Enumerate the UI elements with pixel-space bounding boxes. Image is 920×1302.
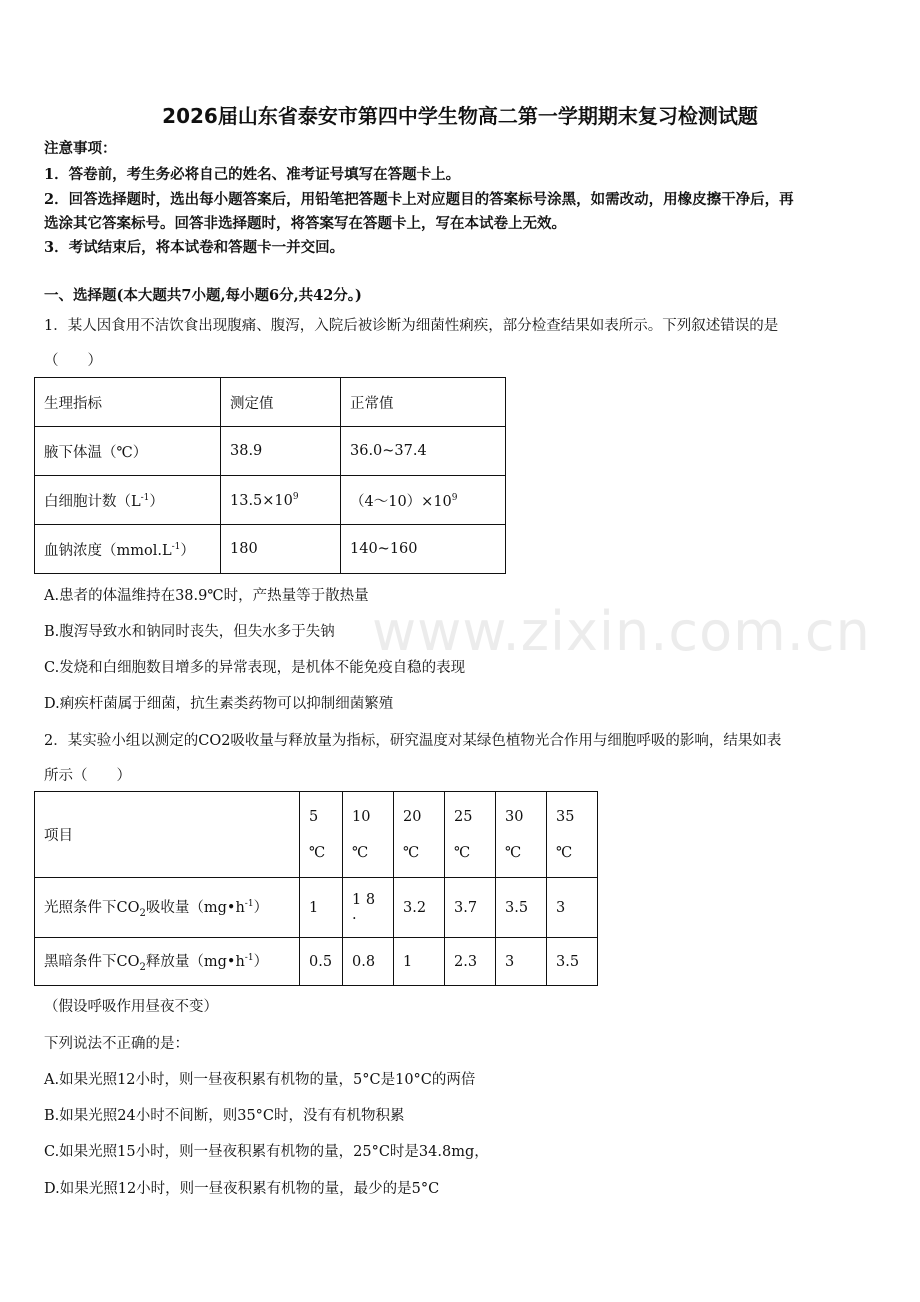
q2-header-temp: 10 ℃ — [343, 792, 394, 878]
q2-header-temp: 20 ℃ — [394, 792, 445, 878]
table-row — [35, 878, 598, 938]
q1-cell-measured: $13.5\times 10^9$ — [221, 476, 341, 525]
q1-header-indicator: 生理指标 — [35, 378, 221, 427]
q2-cell: 1 8 . — [343, 878, 394, 938]
q1-header-measured: 测定值 — [221, 378, 341, 427]
q1-cell-measured: 180 — [221, 525, 341, 574]
q1-option-b: B.腹泻导致水和钠同时丧失，但失水多于失钠 — [44, 624, 335, 640]
notice-heading: 注意事项： — [44, 140, 117, 157]
q2-header-temp: 35 ℃ — [547, 792, 598, 878]
q1-stem-blank: （ ） — [44, 353, 102, 369]
notice-item-2-cont: 选涂其它答案标号。回答非选择题时，将答案写在答题卡上，写在本试卷上无效。 — [44, 215, 566, 232]
q1-cell-normal: $(4\sim 10)\times 10^9$ — [341, 476, 506, 525]
q2-cell: 3 — [496, 938, 547, 986]
q1-cell-name: 腋下体温（℃） — [35, 427, 221, 476]
q1-header-normal: 正常值 — [341, 378, 506, 427]
q2-header-label: 项目 — [35, 792, 300, 878]
q1-option-a: A.患者的体温维持在38.9℃时，产热量等于散热量 — [44, 588, 369, 604]
q1-option-d: D.痢疾杆菌属于细菌，抗生素类药物可以抑制细菌繁殖 — [44, 696, 394, 712]
q2-option-b: B.如果光照24小时不间断，则35°C时，没有有机物积累 — [44, 1108, 405, 1124]
notice-item-2: 2．回答选择题时，选出每小题答案后，用铅笔把答题卡上对应题目的答案标号涂黑，如需改动，用橡皮擦干净后，再 — [44, 191, 794, 208]
watermark: www.zixin.com.cn — [372, 600, 871, 663]
q2-header-temp: 5 ℃ — [300, 792, 343, 878]
q2-prompt: 下列说法不正确的是： — [44, 1036, 189, 1052]
q2-stem-cont: 所示（ ） — [44, 768, 131, 784]
q1-cell-normal: 140~160 — [341, 525, 506, 574]
notice-item-3: 3．考试结束后，将本试卷和答题卡一并交回。 — [44, 239, 345, 256]
q2-cell: 3 — [547, 878, 598, 938]
q2-header-temp: 30 ℃ — [496, 792, 547, 878]
table-row — [35, 938, 598, 986]
q1-option-c: C.发烧和白细胞数目增多的异常表现，是机体不能免疫自稳的表现 — [44, 660, 466, 676]
q1-cell-name: 白细胞计数$(L^{-1})$ — [35, 476, 221, 525]
table-row — [35, 525, 506, 574]
section-heading: 一、选择题(本大题共7小题,每小题6分,共42分。) — [44, 287, 362, 304]
q1-table — [34, 377, 506, 574]
q2-cell: 3.5 — [547, 938, 598, 986]
q2-option-d: D.如果光照12小时，则一昼夜积累有机物的量，最少的是5°C — [44, 1181, 440, 1197]
q1-stem: 1．某人因食用不洁饮食出现腹痛、腹泻，入院后被诊断为细菌性痢疾，部分检查结果如表所示。下列叙述错误的是 — [44, 318, 779, 334]
q2-cell: 3.2 — [394, 878, 445, 938]
q2-cell: 2.3 — [445, 938, 496, 986]
q2-cell: 1 — [394, 938, 445, 986]
q1-cell-name: 血钠浓度$(mmol.L^{-1})$ — [35, 525, 221, 574]
q2-cell: 1 — [300, 878, 343, 938]
notice-item-1: 1．答卷前，考生务必将自己的姓名、准考证号填写在答题卡上。 — [44, 166, 461, 183]
q2-cell: 3.7 — [445, 878, 496, 938]
q1-cell-measured: 38.9 — [221, 427, 341, 476]
q2-cell: 3.5 — [496, 878, 547, 938]
q2-cell: 0.8 — [343, 938, 394, 986]
q2-option-a: A.如果光照12小时，则一昼夜积累有机物的量，5°C是10°C的两倍 — [44, 1072, 476, 1088]
q2-note: （假设呼吸作用昼夜不变） — [44, 999, 218, 1015]
table-row — [35, 427, 506, 476]
q2-row-label: 黑暗条件下$CO_2$释放量$(mg•h^{-1})$ — [35, 938, 300, 986]
q2-table — [34, 791, 598, 986]
q2-option-c: C.如果光照15小时，则一昼夜积累有机物的量，25°C时是34.8mg， — [44, 1144, 489, 1160]
page-title: 2026届山东省泰安市第四中学生物高二第一学期期末复习检测试题 — [162, 104, 758, 128]
q2-header-temp: 25 ℃ — [445, 792, 496, 878]
q2-cell: 0.5 — [300, 938, 343, 986]
q1-cell-normal: 36.0~37.4 — [341, 427, 506, 476]
table-row — [35, 476, 506, 525]
q2-row-label: 光照条件下$CO_2$吸收量$(mg•h^{-1})$ — [35, 878, 300, 938]
q2-stem: 2．某实验小组以测定的CO2吸收量与释放量为指标，研究温度对某绿色植物光合作用与细胞呼吸的影响，结果如表 — [44, 733, 782, 749]
